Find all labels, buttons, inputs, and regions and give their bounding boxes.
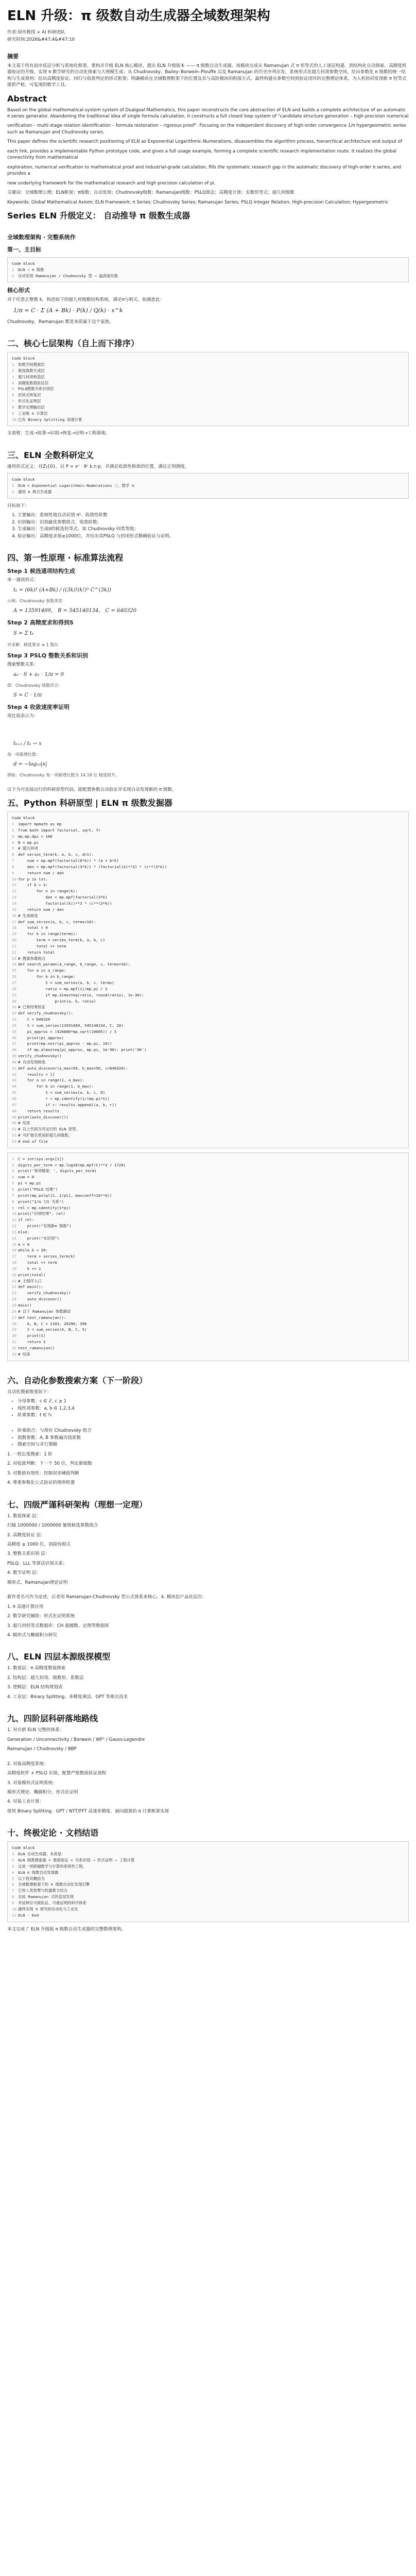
code-line: 3 超几何项构造层 bbox=[12, 374, 45, 379]
list-item: • 线性项参数：a, b ∈ 1,2,3,4 bbox=[18, 1405, 409, 1412]
code-line: 21 total += term bbox=[12, 943, 66, 948]
code-line: 53 # end of file bbox=[12, 1139, 48, 1144]
code-block-1 bbox=[7, 257, 409, 283]
section-7-item: PSLQ、LLL 等算法识别关系； bbox=[7, 1561, 67, 1566]
section-6-step: 1. 一致长度搜索：1 阶 bbox=[7, 1451, 53, 1457]
code-line: 11 if k > 3: bbox=[12, 883, 48, 888]
code-block-prototype bbox=[7, 811, 409, 1148]
code-line: 2 自动发现 Ramanujan / Chudnovsky 型 → 逼真度位数 bbox=[12, 273, 118, 278]
step-1-caption: 示例：Chudnovsky 参数类型 bbox=[7, 599, 63, 604]
section-7-item: 2. 高精度验证 层： bbox=[7, 1532, 45, 1538]
step-4-caption: 每一项新增位数: bbox=[7, 752, 38, 757]
section-6-dimensions bbox=[7, 1398, 409, 1418]
section-7-list-item: 4. 模形式与椭圆积分研究 bbox=[7, 1633, 57, 1638]
section-9-heading: 九、四阶层科研落地路线 bbox=[7, 1714, 98, 1724]
section-9-item: 4. 对接工业计算： bbox=[7, 1799, 44, 1805]
code-line: 22 def main(): bbox=[12, 1284, 43, 1290]
code-line: 19 for k in range(terms): bbox=[12, 931, 78, 937]
code-line: 2 通用 π 格式生成器 bbox=[12, 489, 52, 495]
step-1-heading: Step 1 候选通项结构生成 bbox=[7, 568, 75, 575]
section-2-heading: 二、核心七层架构（自上而下排序） bbox=[7, 338, 140, 349]
code-line: 5 pi = mp.pi bbox=[12, 1181, 41, 1186]
code-line: 17 def sum_series(a, b, c, terms=10): bbox=[12, 919, 96, 924]
code-line: 1 C = int(sys.argv[1]) bbox=[12, 1156, 64, 1161]
code-line: 9 rel = mp.identify(S*pi) bbox=[12, 1205, 71, 1210]
code-line: 44 for b in range(1, b_max): bbox=[12, 1084, 94, 1089]
step-2-formula: S = Σ tₖ bbox=[13, 631, 34, 637]
list-item: • 搜索空间与并行策略 bbox=[18, 1442, 409, 1448]
section-9-body-3: Ramanujan / Chudnovsky / BBP bbox=[7, 1747, 77, 1752]
code-line: 12 for n in range(k): bbox=[12, 889, 78, 894]
code-line: 27 S = sum_series(a, b, c, terms) bbox=[12, 980, 114, 985]
code-line: 6 def series_term(k, a, b, c, d=1): bbox=[12, 852, 94, 857]
code-line: 9 工业级 π 计算层 bbox=[12, 411, 48, 416]
code-line: 19 k += 1 bbox=[12, 1266, 41, 1271]
code-line: 51 # 以上代码为可运行的 ELN 原型。 bbox=[12, 1127, 80, 1132]
code-line: 23 # 搜索参数组合 bbox=[12, 956, 46, 961]
code-line: 22 return total bbox=[12, 950, 55, 955]
core-form-text: 对于任意正整数 k，构造如下的超几何级数结构系统，满足π与相关，如满意此： bbox=[7, 297, 165, 303]
abstract-en-2: verification – multi-stage relation identification – formula restoration – rigorous proof". Focusing on the independent discovery of high-order convergence 1/π hypergeometric series such as Ramanujan and Chudnovsky series. bbox=[7, 123, 406, 135]
section-1-heading: 全域数理架构 · 完整系统作 bbox=[7, 234, 76, 241]
section-8-item: 2. 结构层：超几何项、级数形、系数层 bbox=[7, 1675, 84, 1681]
section-6-heading: 六、自动化参数搜索方案（下一阶段） bbox=[7, 1375, 148, 1385]
code-line: 10 最终实现 π 研究的自动化与工业化 bbox=[12, 1906, 78, 1911]
section-1-subheading: 第一、主目标 bbox=[7, 246, 41, 253]
section-3-goals bbox=[7, 512, 409, 539]
step-3-formula: a₀ · S + a₁ · 1/π = 0 bbox=[13, 671, 64, 677]
section-7-list-item: 3. 超几何恒等式数据库：CH 超越数、定理等数据库 bbox=[7, 1623, 110, 1629]
section-6-intro: 自动化搜索维度如下： bbox=[7, 1389, 51, 1395]
code-line: 30 print(a, b, ratio) bbox=[12, 998, 96, 1004]
code-line: 52 # 可扩展至更高阶超几何级数。 bbox=[12, 1133, 72, 1138]
section-2-note: 全流程：生成→验算→识别→恢复→证明→工程落地。 bbox=[7, 431, 110, 436]
code-line: 17 term = series_term(k) bbox=[12, 1254, 76, 1259]
code-line: 29 S = sum_series(A, B, C, 5) bbox=[12, 1327, 87, 1332]
list-item: • 阶乘参数：ℓ ∈ ℕ bbox=[18, 1412, 409, 1418]
code-line: 14 factorial(k))**3 * (c**(3*k)) bbox=[12, 901, 112, 906]
list-item: • 指数参数：A, B 参数遍历找系数 bbox=[18, 1435, 409, 1441]
code-block-prototype-2 bbox=[7, 1153, 409, 1361]
code-line: 49 print(auto_discover()) bbox=[12, 1114, 68, 1120]
code-line: 23 verify_chudnovsky() bbox=[12, 1291, 71, 1296]
code-line: 42 results = [] bbox=[12, 1072, 55, 1077]
code-line: 35 pi_approx = (426880*mp.sqrt(10005)) / S bbox=[12, 1029, 117, 1034]
series-definition-title: Series ELN 升级定义： 自动推导 π 级数生成器 bbox=[7, 211, 190, 221]
section-9-item: 使用 Binary Splitting、GPT / NTT/FFT 高速多精度、面向超算的 π 计算框架实现 bbox=[7, 1808, 169, 1814]
abstract-cn: 本文基于所有前序底层分析与系统化框架，重构并升级 ELN 核心模块，提出 ELN 升级版本 —— π 级数自动生成器。该模块完成从 Ramanujan 式 π 恒等式的人工逐层构建、到结构化自动探索、高精度机器验证的升级，实现 π 数学研究的自动化探索与大规模生成；从 Chudnovsky、Bailey–Borwein–Plouffe 以及 Ramanujan 的历史序列出发，系统形式化超几何项参数空间，给出参数化 π 级数的统一结构与生成规则；给出高精度验证、回归与收敛判定的形式框架；明确模块在全域数理框架下的位置及其与高阶模块的衔接方式。最终构建从参数空间到验证闭环的完整理论体系，为人机协同发现新 π 恒等式提供严格、可复现的数学工具。 bbox=[7, 63, 407, 88]
code-line: 13 den = mp.mpf(factorial(3*k) bbox=[12, 895, 108, 900]
code-line: 1 ELN 自动生成器，本质是： bbox=[12, 1852, 65, 1857]
code-line: 18 total = 0 bbox=[12, 925, 48, 930]
step-3-body: 搜索整数关系： bbox=[7, 662, 39, 668]
code-block-eln-def bbox=[7, 473, 409, 499]
code-line: 1 import mpmath as mp bbox=[12, 822, 62, 827]
section-8-item: 4. 工业层：Binary Splitting、多精度乘法、GPT 等相关技术 bbox=[7, 1694, 128, 1700]
code-line: 26 for b in b_range: bbox=[12, 974, 76, 979]
code-line: 4 sum = 0 bbox=[12, 1175, 34, 1180]
code-line: 18 total += term bbox=[12, 1260, 57, 1265]
code-line: 3 这是一项跨越数学与计算的系统性工程。 bbox=[12, 1863, 87, 1869]
code-label: Code block bbox=[12, 1845, 35, 1851]
section-7-item: 1. 数值探索 层： bbox=[7, 1513, 41, 1519]
code-line: 1 ELN → π 级数 bbox=[12, 267, 44, 272]
section-9-item: 模形式理论、椭圆积分，形式化证明 bbox=[7, 1790, 78, 1795]
section-8-item: 3. 逻辑层：ELN 结构规划表 bbox=[7, 1685, 63, 1690]
abstract-en-1: Based on the global mathematical-system system of Dualgeal Mathematics, this paper reconstructs the core abstraction of ELN and builds a complete architecture of an automatic π series generator. Abandoning the traditional idea of single formula calculation, it constructs a full closed loop system of "candidate structure generation – high-precision numerical bbox=[7, 107, 409, 120]
code-line: 10 print("识别结果", rel) bbox=[12, 1211, 65, 1216]
code-line: 38 if mp.almosteq(pi_approx, mp.pi, 1e-90): print('OK') bbox=[12, 1047, 147, 1053]
code-line: 28 ratio = mp.mpf(1)/mp.pi / S bbox=[12, 986, 108, 991]
code-line: 6 print("PSLQ 结果") bbox=[12, 1187, 58, 1192]
code-line: 14 print("未识别") bbox=[12, 1235, 60, 1241]
list-item: 3. 生成输出：生成π的候选恒等式，如 Chudnovsky 同类等级； bbox=[18, 526, 409, 532]
code-line: 50 # 结束 bbox=[12, 1121, 30, 1126]
code-line: 32 test_ramanujan() bbox=[12, 1345, 55, 1350]
code-line: 8 print("1/π 与S 关系") bbox=[12, 1199, 64, 1204]
section-6-step: 2. 对收敛判断：下一个 50 位，判定新级数 bbox=[7, 1461, 92, 1467]
section-7-item: 4. 数学证明 层： bbox=[7, 1570, 41, 1576]
code-line: 1 参数空间搜索层 bbox=[12, 362, 45, 367]
step-4-formula: tₖ₊₁ / tₖ → x bbox=[13, 740, 42, 747]
code-block-conclusion bbox=[7, 1841, 409, 1922]
code-line: 8 数学定理输出层 bbox=[12, 404, 45, 410]
section-10-heading: 十、终极定论 · 文档结语 bbox=[7, 1828, 99, 1838]
code-line: 48 return results bbox=[12, 1108, 60, 1113]
section-7-item: 高精度 ≥ 1000 位，消除伪相关 bbox=[7, 1541, 71, 1547]
code-line: 11 if rel: bbox=[12, 1217, 34, 1223]
code-line: 3 print('每项精度：', digits_per_term) bbox=[12, 1168, 97, 1174]
code-line: 7 print(mp.pslq([S, 1/pi], maxcoeff=10**6)) bbox=[12, 1193, 112, 1198]
code-line: 41 def auto_discover(a_max=50, b_max=50, c=640320): bbox=[12, 1065, 128, 1071]
date-line: 研究时间:2026&#47;4&#47;10 bbox=[7, 37, 75, 42]
code-intro-note: 以下为可直接运行的科研原型代码，能配置参数自动验证并实现自动发现新的 π 级数。 bbox=[7, 787, 177, 792]
core-form-note: Chudnovsky、Ramanujan 都是本质属于这个家族。 bbox=[7, 319, 114, 325]
code-line: 33 # 结束 bbox=[12, 1351, 30, 1357]
section-4-heading: 四、第一性原理 · 标准算法流程 bbox=[7, 553, 124, 563]
code-line: 8 完成 Ramanujan 式的直觉发现 bbox=[12, 1894, 74, 1900]
step-4-caption-2: 例如：Chudnovsky 每一项新增位数为 14.18 位 精度提升。 bbox=[7, 773, 119, 778]
code-line: 21 # 主程序入口 bbox=[12, 1278, 42, 1283]
section-7-list-item: 1. π 高速计算应用 bbox=[7, 1604, 44, 1609]
code-line: 10 for p in lst: bbox=[12, 876, 48, 882]
code-line: 20 term = series_term(k, a, b, c) bbox=[12, 938, 106, 943]
code-line: 37 print(mp.nstr(pi_approx - mp.pi, 10)) bbox=[12, 1041, 112, 1046]
code-line: 7 形式化证明层 bbox=[12, 399, 41, 404]
code-line: 20 print(total) bbox=[12, 1272, 46, 1277]
code-line: 4 N = mp.pi bbox=[12, 840, 39, 845]
code-line: 24 def search_params(a_range, b_range, c, terms=10): bbox=[12, 962, 131, 967]
section-7-heading: 七、四级严谨科研架构（理想一定理） bbox=[7, 1499, 148, 1510]
code-line: 29 if mp.almosteq(ratio, round(ratio), 1e-30): bbox=[12, 992, 144, 997]
section-9-body-2: Generation / Unconnectivity / Borwein / WF² / Gauss-Legendre bbox=[7, 1737, 145, 1742]
section-7-item: 模形式、Ramanujan理论证明 bbox=[7, 1580, 68, 1585]
code-line: 10 已有 Binary Splitting 高速计算 bbox=[12, 417, 82, 422]
code-line: 3 mp.mp.dps = 100 bbox=[12, 834, 53, 839]
core-form-heading: 核心形式 bbox=[7, 287, 30, 294]
code-line: 32 def verify_chudnovsky(): bbox=[12, 1011, 73, 1016]
code-line: 16 while k < 20: bbox=[12, 1248, 48, 1253]
list-item: 2. 识别输出：识别最优参数组合，收敛阶数； bbox=[18, 519, 409, 526]
code-line: 7 它将人类智慧与机器算力结合 bbox=[12, 1888, 68, 1893]
step-4-formula-2: d = −log₁₀|x| bbox=[13, 761, 47, 767]
step-3-caption: 即：Chudnovsky 级数符合： bbox=[7, 683, 63, 688]
code-line: 12 print("发现新π 级数") bbox=[12, 1224, 72, 1229]
list-item: 4. 验证输出：高精度求值≥1000位，并给出其PSLQ 与封闭形式精确验证与证明。 bbox=[18, 533, 409, 539]
step-4-heading: Step 4 收敛速度率证明 bbox=[7, 704, 70, 711]
code-line: 4 高精度数值验证层 bbox=[12, 380, 49, 385]
step-3-formula-2: S = C · 1/π bbox=[13, 692, 42, 698]
code-line: 40 # 自动发现候选 bbox=[12, 1059, 46, 1064]
section-9-item: 2. 对接高精度系统： bbox=[7, 1761, 48, 1767]
code-line: 6 全域数理框架下的 π 级数自动化发现引擎 bbox=[12, 1882, 90, 1887]
section-3-goals-heading: 目标如下： bbox=[7, 503, 29, 509]
abstract-en-5: exploration, numerical verification to mathematical proof and industrial-grade calculation, fills the systematic research gap in the automatic discovery of high-order π series, and provides a bbox=[7, 164, 402, 177]
code-line: 13 else: bbox=[12, 1229, 30, 1234]
code-line: 7 num = mp.mpf(factorial(6*k)) * (a + b*k) bbox=[12, 858, 119, 863]
code-line: 33 C = 640320 bbox=[12, 1017, 50, 1022]
section-9-item: 3. 对接模形式证明系统： bbox=[7, 1780, 57, 1786]
list-item: • 阶乘组合：与现有 Chudnovsky 组合 bbox=[18, 1428, 409, 1434]
code-line: 31 # 已知结果验证 bbox=[12, 1005, 46, 1010]
section-7-item: 扫描 1000000 / 1000000 量级候选参数组合 bbox=[7, 1523, 98, 1529]
code-line: 31 return S bbox=[12, 1340, 46, 1345]
step-2-caption: 对求解：精度要求 ≥ 1 数位 bbox=[7, 642, 59, 647]
keywords-en: Keywords: Global Mathematical Axiom; ELN Framework; π Series; Chudnovsky Series; Ramanujan Series; PSLQ Integer Relation; High-precision Calculation; Hypergeometric bbox=[7, 199, 389, 205]
code-line: 46 r = mp.identify(1/(mp.pi*S)) bbox=[12, 1096, 110, 1101]
code-line: 24 auto_discover() bbox=[12, 1297, 62, 1302]
abstract-en-6: new underlying framework for the mathematical research and high precision calculation of pi. bbox=[7, 180, 216, 186]
code-line: 15 return num / den bbox=[12, 907, 64, 912]
core-formula: 1/π = C · Σ (A + Bk) · P(k) / Q(k) · x^k bbox=[13, 307, 123, 314]
code-line: 34 S = sum_series(13591409, 545140134, C, 20) bbox=[12, 1023, 124, 1028]
section-3-body: 通用形式定义：对Z\{0}，以 P = xⁿ · 9ᵏ k.n·p，并满足收敛性格敛的位置，满足正则测度。 bbox=[7, 464, 189, 469]
section-7-body: 新作者名可作为论述，后者用 Ramanujan-Chudnovsky 型公式体系来核心。4. 模块层产品化层次： bbox=[7, 1595, 206, 1600]
code-line: 2 digits_per_term = mp.log10(mp.mpf(C)**3 / 1728) bbox=[12, 1162, 126, 1167]
code-line: 9 并延伸至可被验证、可被证明的科学体系 bbox=[12, 1900, 87, 1905]
code-line: 1 ELN = Exponential Logarithmic-Numerations 三、数学 π bbox=[12, 483, 134, 488]
code-line: 28 A, B, C = 1103, 26390, 396 bbox=[12, 1321, 87, 1326]
section-7-list-item: 2. 数学研究辅助：形式化证明系统 bbox=[7, 1614, 75, 1619]
abstract-en-4: each link, provides a implementable Python prototype code, and gives a full usage example, forming a complete scientific research implementation route. It realizes the global connectivity from mathematical bbox=[7, 148, 396, 161]
section-5-heading: 五、Python 科研原型 | ELN π 级数发掘器 bbox=[7, 798, 172, 808]
section-3-heading: 三、ELN 全数科研定义 bbox=[7, 450, 94, 460]
code-line: 11 ELN · End bbox=[12, 1912, 39, 1918]
section-6-strategy bbox=[7, 1428, 409, 1448]
code-label: Code block bbox=[12, 261, 35, 266]
list-item: 1. 主要输出：系统性地自动识别 π¹、收敛性阶数 bbox=[18, 512, 409, 518]
section-6-step: 4. 尊重参数化公式验证的规则机器 bbox=[7, 1480, 75, 1486]
code-line: 5 # 超几何项 bbox=[12, 846, 38, 851]
abstract-en-heading: Abstract bbox=[7, 93, 47, 104]
abstract-cn-heading: 摘要 bbox=[7, 53, 19, 60]
code-line: 9 return num / den bbox=[12, 870, 64, 875]
abstract-en-3: This paper defines the scientific research positioning of ELN as Exponential Logarithmic-Numerations, disassembles the algorithm process, hierarchical architecture and output of bbox=[7, 139, 402, 145]
code-line: 15 k = 0 bbox=[12, 1242, 30, 1247]
code-line: 27 def test_ramanujan(): bbox=[12, 1315, 66, 1320]
code-line: 45 S = sum_series(a, b, c, 8) bbox=[12, 1090, 106, 1095]
code-line: 8 den = mp.mpf(factorial(3*k)) * (factorial(k)**3) * (c**(3*k)) bbox=[12, 864, 167, 869]
code-block-layers bbox=[7, 352, 409, 426]
section-8-heading: 八、ELN 四层本源级探模型 bbox=[7, 1652, 111, 1662]
code-line: 25 for a in a_range: bbox=[12, 968, 66, 973]
code-line: 2 ELN 级数搜索器 + 数值验证 + 关系识别 → 形式证明 → 工程计算 bbox=[12, 1858, 135, 1863]
code-line: 5 PSLQ整数关系识别层 bbox=[12, 386, 54, 392]
step-4-body: 项比值表示为： bbox=[7, 714, 39, 719]
code-label: Code block bbox=[12, 816, 35, 821]
code-line: 2 候选级数生成层 bbox=[12, 368, 45, 373]
step-2-heading: Step 2 高精度求和得到S bbox=[7, 619, 74, 626]
code-line: 47 if r: results.append((a, b, r)) bbox=[12, 1102, 117, 1107]
section-6-step: 3. 对数值有效性：控制误差阈值判断 bbox=[7, 1470, 79, 1476]
keywords-cn: 关键词：全域数理公理；ELN框架；π级数；自动发现；Chudnovsky级数；Ramanujan级数；PSLQ算法；高精度计算；实数恒等式；超几何级数 bbox=[7, 190, 294, 196]
list-item: • 分母参数：c ∈ ℤ, c ≥ 1 bbox=[18, 1398, 409, 1404]
code-label: Code block bbox=[12, 477, 35, 482]
step-3-heading: Step 3 PSLQ 整数关系和识别 bbox=[7, 652, 89, 659]
code-line: 30 print(S) bbox=[12, 1333, 46, 1338]
code-line: 39 verify_chudnovsky() bbox=[12, 1054, 62, 1059]
section-9-body: 1. 对应新 ELN 完整的体系： bbox=[7, 1727, 64, 1733]
section-9-item: 高精度软件 + PSLQ 识别，配置严格数值验证流程 bbox=[7, 1771, 107, 1776]
code-line: 5 以下将其概括为 bbox=[12, 1876, 45, 1881]
code-line: 43 for a in range(1, a_max): bbox=[12, 1078, 85, 1083]
code-line: 6 封闭式恢复层 bbox=[12, 393, 41, 398]
code-line: 4 ELN π 级数自动发现器 bbox=[12, 1870, 59, 1875]
section-7-item: 3. 整数关系识别 层： bbox=[7, 1551, 50, 1557]
code-line: 36 print(pi_approx) bbox=[12, 1035, 64, 1040]
code-line: 2 from math import factorial, sqrt, fr bbox=[12, 827, 101, 833]
step-1-body: 单一通项形式： bbox=[7, 578, 39, 583]
paper-title: ELN 升级：π 级数自动生成器全域数理架构 bbox=[7, 8, 270, 24]
section-8-item: 1. 数值层：π 高精度数值探索 bbox=[7, 1666, 66, 1671]
code-line: 26 # 以下 Ramanujan 参数测试 bbox=[12, 1309, 71, 1314]
code-line: 16 # 生成候选 bbox=[12, 913, 38, 918]
code-label: Code block bbox=[12, 356, 35, 361]
code-line: 25 main() bbox=[12, 1303, 32, 1308]
step-1-params: A = 13591409， B = 545140134， C = 640320 bbox=[13, 607, 137, 614]
step-1-formula: tₖ = (6k)! (A+Bk) / ((3k)!(k!)³ C^(3k)) bbox=[13, 587, 111, 593]
conclusion-text: 本文完成了 ELN 升级版 π 级数自动生成器的完整数理架构。 bbox=[7, 1926, 126, 1932]
author-line: 作者:周舟教授 + AI 科研团队 bbox=[7, 30, 65, 36]
